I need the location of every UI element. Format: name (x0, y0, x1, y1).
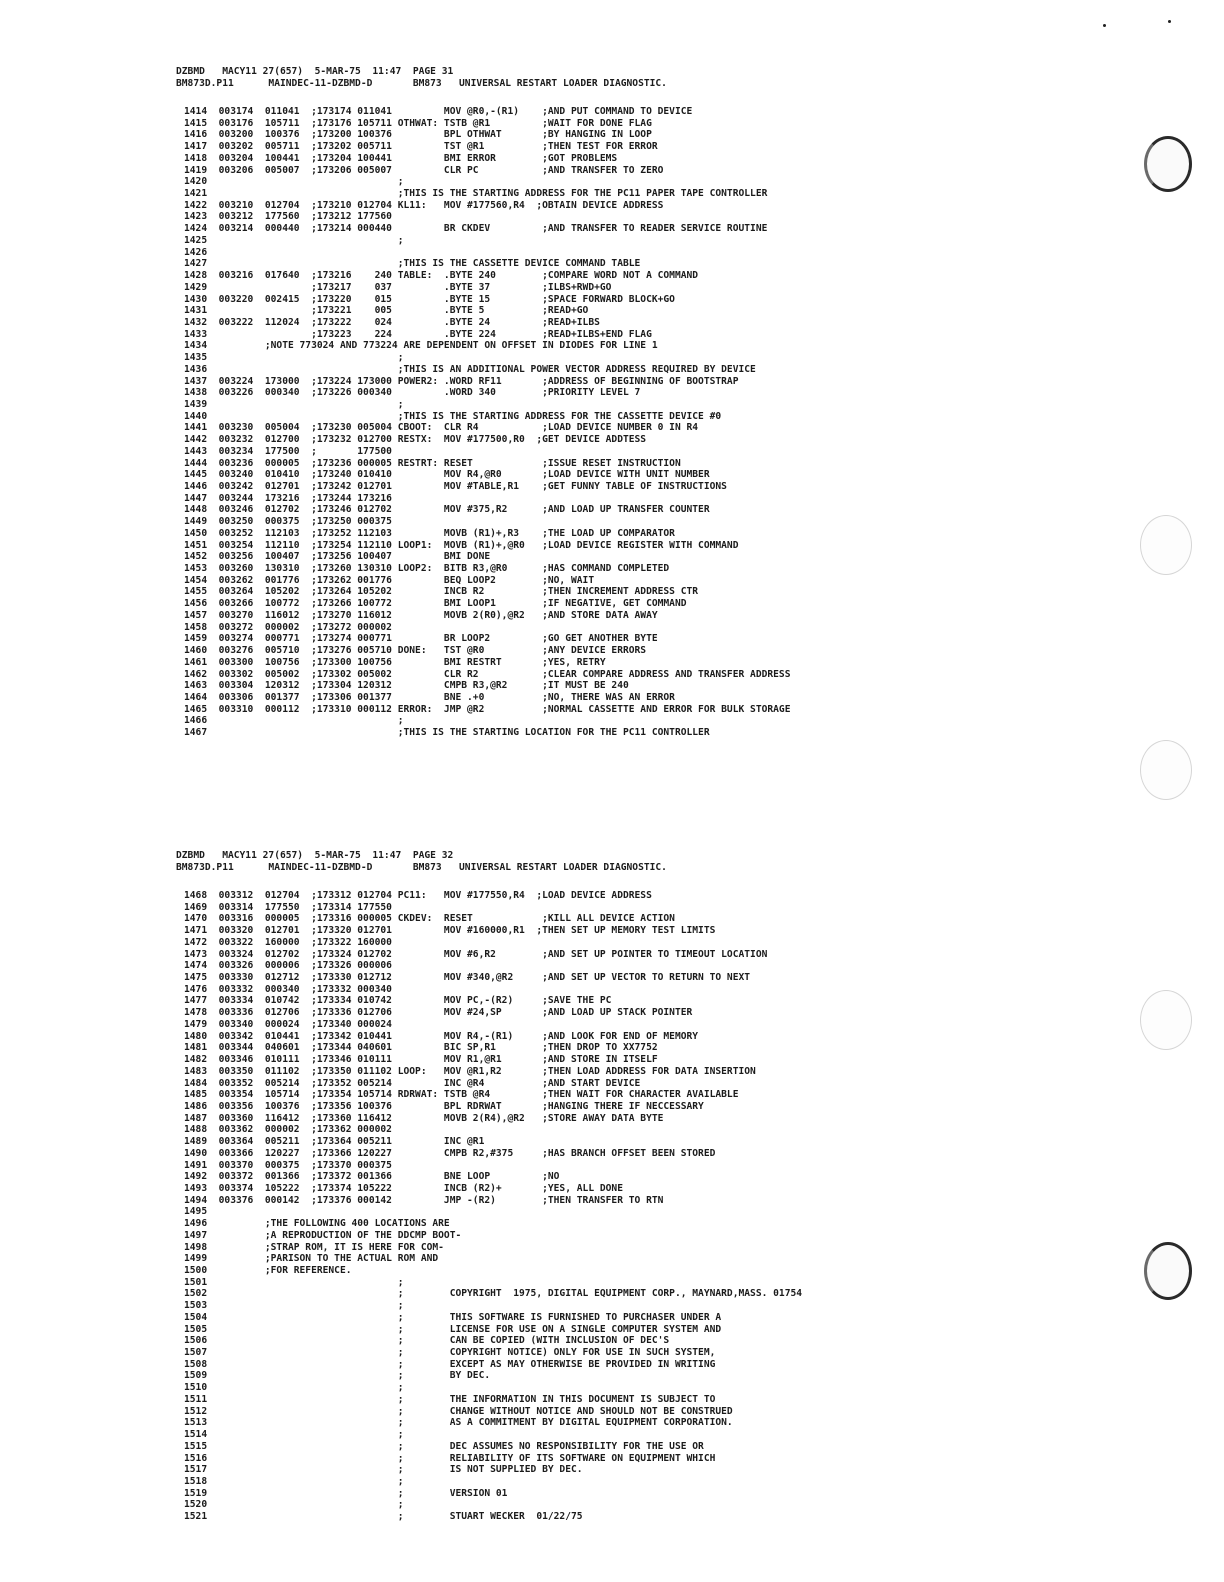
listing-line: 1473 003324 012702 ;173324 012702 MOV #6,R2 ;AND SET UP POINTER TO TIMEOUT LOCATION (184, 948, 768, 960)
listing-line: 1517 ; IS NOT SUPPLIED BY DEC. (184, 1464, 583, 1476)
listing-line: 1507 ; COPYRIGHT NOTICE) ONLY FOR USE IN SUCH SYSTEM, (184, 1347, 716, 1359)
listing-line: 1414 003174 011041 ;173174 011041 MOV @R0,-(R1) ;AND PUT COMMAND TO DEVICE (184, 106, 693, 117)
listing-line: 1498 ;STRAP ROM, IT IS HERE FOR COM- (184, 1241, 444, 1253)
listing-line: 1461 003300 100756 ;173300 100756 BMI RESTRT ;YES, RETRY (184, 656, 606, 668)
listing-line: 1470 003316 000005 ;173316 000005 CKDEV: RESET ;KILL ALL DEVICE ACTION (184, 913, 675, 925)
listing-line: 1460 003276 005710 ;173276 005710 DONE: TST @R0 ;ANY DEVICE ERRORS (184, 645, 647, 657)
listing-line: 1465 003310 000112 ;173310 000112 ERROR: JMP @R2 ;NORMAL CASSETTE AND ERROR FOR BULK STORAGE (184, 703, 791, 715)
listing-line: 1511 ; THE INFORMATION IN THIS DOCUMENT IS SUBJECT TO (184, 1393, 716, 1405)
listing-line: 1420 ; (184, 176, 404, 188)
listing-line: 1462 003302 005002 ;173302 005002 CLR R2 ;CLEAR COMPARE ADDRESS AND TRANSFER ADDRESS (184, 668, 791, 680)
listing-line: 1439 ; (184, 398, 404, 410)
listing-line: 1521 ; STUART WECKER 01/22/75 (184, 1511, 583, 1523)
assembly-listing (184, 890, 1224, 1523)
listing-line: 1490 003366 120227 ;173366 120227 CMPB R2,#375 ;HAS BRANCH OFFSET BEEN STORED (184, 1147, 716, 1159)
listing-line: 1503 ; (184, 1300, 404, 1312)
listing-line: 1502 ; COPYRIGHT 1975, DIGITAL EQUIPMENT CORP., MAYNARD,MASS. 01754 (184, 1288, 803, 1300)
binder-hole-middle (1140, 740, 1192, 800)
listing-line: 1472 003322 160000 ;173322 160000 (184, 936, 392, 948)
listing-line: 1481 003344 040601 ;173344 040601 BIC SP,R1 ;THEN DROP TO XX7752 (184, 1042, 658, 1054)
listing-line: 1448 003246 012702 ;173246 012702 MOV #375,R2 ;AND LOAD UP TRANSFER COUNTER (184, 504, 710, 516)
listing-line: 1435 ; (184, 352, 404, 364)
listing-line: 1506 ; CAN BE COPIED (WITH INCLUSION OF DEC'S (184, 1335, 670, 1347)
listing-line: 1446 003242 012701 ;173242 012701 MOV #TABLE,R1 ;GET FUNNY TABLE OF INSTRUCTIONS (184, 481, 727, 492)
listing-line: 1428 003216 017640 ;173216 240 TABLE: .BYTE 240 ;COMPARE WORD NOT A COMMAND (184, 270, 699, 282)
listing-line: 1495 (184, 1206, 208, 1218)
listing-line: 1466 ; (184, 715, 404, 727)
listing-line: 1509 ; BY DEC. (184, 1370, 491, 1382)
listing-line: 1417 003202 005711 ;173202 005711 TST @R1 ;THEN TEST FOR ERROR (184, 141, 658, 153)
listing-line: 1457 003270 116012 ;173270 116012 MOVB 2(R0),@R2 ;AND STORE DATA AWAY (184, 609, 658, 621)
listing-line: 1516 ; RELIABILITY OF ITS SOFTWARE ON EQUIPMENT WHICH (184, 1452, 716, 1464)
listing-line: 1438 003226 000340 ;173226 000340 .WORD 340 ;PRIORITY LEVEL 7 (184, 387, 641, 399)
listing-line: 1497 ;A REPRODUCTION OF THE DDCMP BOOT- (184, 1229, 462, 1241)
scan-speck (1168, 20, 1171, 23)
listing-line: 1444 003236 000005 ;173236 000005 RESTRT: RESET ;ISSUE RESET INSTRUCTION (184, 457, 681, 469)
listing-line: 1426 (184, 246, 208, 258)
listing-line: 1474 003326 000006 ;173326 000006 (184, 960, 392, 972)
listing-line: 1486 003356 100376 ;173356 100376 BPL RDRWAT ;HANGING THERE IF NECCESSARY (184, 1100, 704, 1112)
listing-line: 1443 003234 177500 ; 177500 (184, 445, 392, 457)
listing-line: 1480 003342 010441 ;173342 010441 MOV R4,-(R1) ;AND LOOK FOR END OF MEMORY (184, 1030, 699, 1042)
listing-line: 1458 003272 000002 ;173272 000002 (184, 621, 392, 633)
page-header-line: DZBMD MACY11 27(657) 5-MAR-75 11:47 PAGE 32 (176, 850, 454, 861)
listing-line: 1513 ; AS A COMMITMENT BY DIGITAL EQUIPMENT CORPORATION. (184, 1417, 733, 1429)
listing-line: 1450 003252 112103 ;173252 112103 MOVB (R1)+,R3 ;THE LOAD UP COMPARATOR (184, 527, 675, 539)
listing-line: 1416 003200 100376 ;173200 100376 BPL OTHWAT ;BY HANGING IN LOOP (184, 129, 652, 141)
listing-line: 1451 003254 112110 ;173254 112110 LOOP1: MOVB (R1)+,@R0 ;LOAD DEVICE REGISTER WITH COMMAND (184, 539, 739, 551)
listing-line: 1455 003264 105202 ;173264 105202 INCB R2 ;THEN INCREMENT ADDRESS CTR (184, 586, 699, 598)
listing-line: 1441 003230 005004 ;173230 005004 CBOOT: CLR R4 ;LOAD DEVICE NUMBER 0 IN R4 (184, 422, 699, 434)
page-header-line: DZBMD MACY11 27(657) 5-MAR-75 11:47 PAGE 31 (176, 66, 454, 77)
listing-line: 1468 003312 012704 ;173312 012704 PC11: MOV #177550,R4 ;LOAD DEVICE ADDRESS (184, 890, 652, 901)
listing-line: 1427 ;THIS IS THE CASSETTE DEVICE COMMAND TABLE (184, 258, 641, 270)
listing-line: 1520 ; (184, 1499, 404, 1511)
listing-line: 1469 003314 177550 ;173314 177550 (184, 901, 392, 913)
listing-line: 1456 003266 100772 ;173266 100772 BMI LOOP1 ;IF NEGATIVE, GET COMMAND (184, 598, 687, 610)
listing-line: 1501 ; (184, 1276, 404, 1288)
listing-line: 1434 ;NOTE 773024 AND 773224 ARE DEPENDENT ON OFFSET IN DIODES FOR LINE 1 (184, 340, 658, 352)
listing-line: 1485 003354 105714 ;173354 105714 RDRWAT: TSTB @R4 ;THEN WAIT FOR CHARACTER AVAILABLE (184, 1089, 739, 1101)
listing-line: 1431 ;173221 005 .BYTE 5 ;READ+GO (184, 305, 589, 317)
listing-line: 1479 003340 000024 ;173340 000024 (184, 1018, 392, 1030)
listing-line: 1415 003176 105711 ;173176 105711 OTHWAT: TSTB @R1 ;WAIT FOR DONE FLAG (184, 117, 652, 129)
listing-line: 1464 003306 001377 ;173306 001377 BNE .+0 ;NO, THERE WAS AN ERROR (184, 691, 675, 703)
listing-line: 1467 ;THIS IS THE STARTING LOCATION FOR THE PC11 CONTROLLER (184, 727, 710, 739)
listing-line: 1418 003204 100441 ;173204 100441 BMI ERROR ;GOT PROBLEMS (184, 152, 618, 164)
listing-line: 1491 003370 000375 ;173370 000375 (184, 1159, 392, 1171)
listing-line: 1515 ; DEC ASSUMES NO RESPONSIBILITY FOR THE USE OR (184, 1440, 704, 1452)
page-header-line: BM873D.P11 MAINDEC-11-DZBMD-D BM873 UNIVERSAL RESTART LOADER DIAGNOSTIC. (176, 78, 667, 89)
listing-line: 1422 003210 012704 ;173210 012704 KL11: MOV #177560,R4 ;OBTAIN DEVICE ADDRESS (184, 199, 664, 211)
listing-line: 1483 003350 011102 ;173350 011102 LOOP: MOV @R1,R2 ;THEN LOAD ADDRESS FOR DATA INSERTION (184, 1065, 756, 1077)
listing-line: 1484 003352 005214 ;173352 005214 INC @R4 ;AND START DEVICE (184, 1077, 641, 1089)
listing-line: 1478 003336 012706 ;173336 012706 MOV #24,SP ;AND LOAD UP STACK POINTER (184, 1007, 693, 1019)
listing-line: 1494 003376 000142 ;173376 000142 JMP -(R2) ;THEN TRANSFER TO RTN (184, 1194, 664, 1206)
listing-line: 1424 003214 000440 ;173214 000440 BR CKDEV ;AND TRANSFER TO READER SERVICE ROUTINE (184, 223, 768, 235)
listing-line: 1493 003374 105222 ;173374 105222 INCB (R2)+ ;YES, ALL DONE (184, 1182, 623, 1194)
assembly-listing (184, 106, 1224, 739)
listing-page-32 (0, 850, 1224, 1523)
listing-line: 1453 003260 130310 ;173260 130310 LOOP2: BITB R3,@R0 ;HAS COMMAND COMPLETED (184, 563, 670, 575)
page-header-line: BM873D.P11 MAINDEC-11-DZBMD-D BM873 UNIVERSAL RESTART LOADER DIAGNOSTIC. (176, 862, 667, 873)
listing-line: 1488 003362 000002 ;173362 000002 (184, 1124, 392, 1136)
listing-line: 1482 003346 010111 ;173346 010111 MOV R1,@R1 ;AND STORE IN ITSELF (184, 1054, 658, 1066)
scan-speck (1103, 24, 1106, 27)
listing-line: 1430 003220 002415 ;173220 015 .BYTE 15 ;SPACE FORWARD BLOCK+GO (184, 293, 675, 305)
listing-line: 1505 ; LICENSE FOR USE ON A SINGLE COMPUTER SYSTEM AND (184, 1323, 722, 1335)
listing-line: 1419 003206 005007 ;173206 005007 CLR PC ;AND TRANSFER TO ZERO (184, 164, 664, 176)
listing-line: 1500 ;FOR REFERENCE. (184, 1265, 352, 1276)
listing-line: 1433 ;173223 224 .BYTE 224 ;READ+ILBS+END FLAG (184, 328, 652, 340)
listing-line: 1492 003372 001366 ;173372 001366 BNE LOOP ;NO (184, 1171, 560, 1183)
listing-line: 1476 003332 000340 ;173332 000340 (184, 983, 392, 995)
listing-line: 1423 003212 177560 ;173212 177560 (184, 211, 392, 223)
listing-line: 1499 ;PARISON TO THE ACTUAL ROM AND (184, 1253, 439, 1265)
listing-line: 1432 003222 112024 ;173222 024 .BYTE 24 ;READ+ILBS (184, 316, 600, 328)
listing-line: 1471 003320 012701 ;173320 012701 MOV #160000,R1 ;THEN SET UP MEMORY TEST LIMITS (184, 925, 716, 937)
listing-line: 1445 003240 010410 ;173240 010410 MOV R4,@R0 ;LOAD DEVICE WITH UNIT NUMBER (184, 469, 710, 481)
listing-line: 1512 ; CHANGE WITHOUT NOTICE AND SHOULD NOT BE CONSTRUED (184, 1405, 733, 1417)
listing-line: 1429 ;173217 037 .BYTE 37 ;ILBS+RWD+GO (184, 281, 612, 293)
listing-line: 1508 ; EXCEPT AS MAY OTHERWISE BE PROVIDED IN WRITING (184, 1358, 716, 1370)
listing-line: 1496 ;THE FOLLOWING 400 LOCATIONS ARE (184, 1218, 450, 1230)
listing-line: 1447 003244 173216 ;173244 173216 (184, 492, 392, 504)
listing-line: 1487 003360 116412 ;173360 116412 MOVB 2(R4),@R2 ;STORE AWAY DATA BYTE (184, 1112, 664, 1124)
listing-line: 1463 003304 120312 ;173304 120312 CMPB R3,@R2 ;IT MUST BE 240 (184, 680, 629, 692)
listing-line: 1454 003262 001776 ;173262 001776 BEQ LOOP2 ;NO, WAIT (184, 574, 595, 586)
listing-line: 1519 ; VERSION 01 (184, 1487, 508, 1499)
listing-line: 1518 ; (184, 1475, 404, 1487)
listing-line: 1449 003250 000375 ;173250 000375 (184, 516, 392, 528)
listing-line: 1477 003334 010742 ;173334 010742 MOV PC,-(R2) ;SAVE THE PC (184, 995, 612, 1007)
listing-line: 1436 ;THIS IS AN ADDITIONAL POWER VECTOR ADDRESS REQUIRED BY DEVICE (184, 363, 756, 375)
listing-line: 1459 003274 000771 ;173274 000771 BR LOOP2 ;GO GET ANOTHER BYTE (184, 633, 658, 645)
listing-line: 1421 ;THIS IS THE STARTING ADDRESS FOR THE PC11 PAPER TAPE CONTROLLER (184, 188, 768, 200)
listing-line: 1442 003232 012700 ;173232 012700 RESTX: MOV #177500,R0 ;GET DEVICE ADDTESS (184, 434, 647, 446)
listing-line: 1425 ; (184, 234, 404, 246)
listing-line: 1514 ; (184, 1429, 404, 1441)
listing-line: 1504 ; THIS SOFTWARE IS FURNISHED TO PURCHASER UNDER A (184, 1311, 722, 1323)
listing-line: 1475 003330 012712 ;173330 012712 MOV #340,@R2 ;AND SET UP VECTOR TO RETURN TO NEXT (184, 972, 751, 984)
listing-line: 1440 ;THIS IS THE STARTING ADDRESS FOR THE CASSETTE DEVICE #0 (184, 410, 722, 422)
listing-line: 1510 ; (184, 1382, 404, 1394)
listing-line: 1489 003364 005211 ;173364 005211 INC @R1 (184, 1136, 485, 1148)
listing-line: 1452 003256 100407 ;173256 100407 BMI DONE (184, 551, 491, 563)
listing-line: 1437 003224 173000 ;173224 173000 POWER2: .WORD RF11 ;ADDRESS OF BEGINNING OF BOOTSTRAP (184, 375, 739, 387)
listing-page-31 (0, 66, 1224, 739)
